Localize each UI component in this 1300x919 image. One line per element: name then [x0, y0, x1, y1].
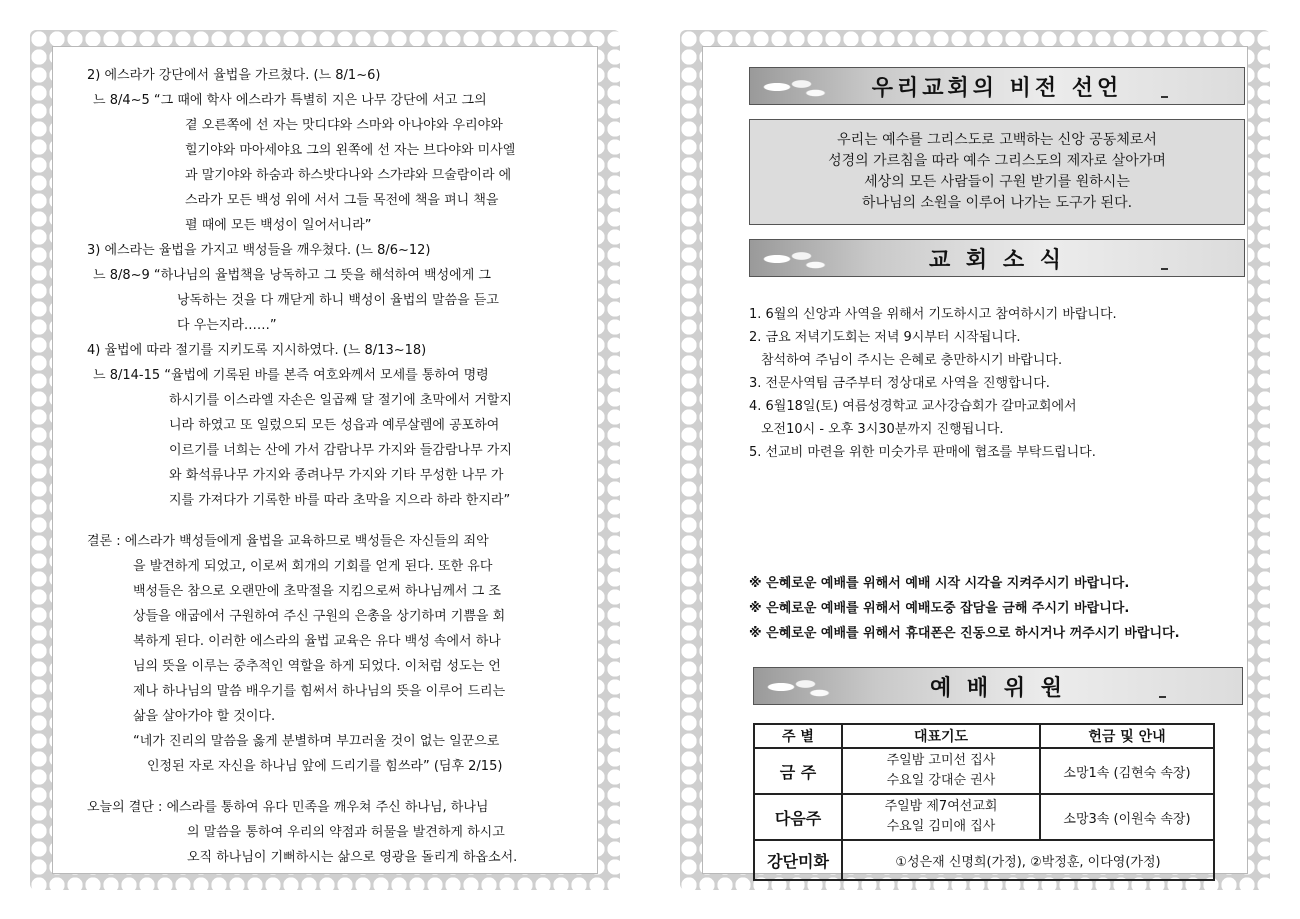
notice-item: ※ 은혜로운 예배를 위해서 예배도중 잡담을 금해 주시기 바랍니다.: [749, 601, 1130, 616]
resolution-line: 오늘의 결단 : 에스라를 통하여 유다 민족을 깨우쳐 주신 하나님, 하나님: [87, 800, 489, 815]
news-item: 오전10시 - 오후 3시30분까지 진행됩니다.: [761, 422, 1004, 437]
prayer-line: 수요일 김미애 집사: [886, 819, 996, 834]
vision-banner: [749, 67, 1245, 105]
scripture-line: 와 화석류나무 가지와 종려나무 가지와 기타 무성한 나무 가: [169, 468, 504, 483]
conclusion-line: 백성들은 참으로 오랜만에 초막절을 지킴으로써 하나님께서 그 조: [133, 584, 501, 599]
table-row: [754, 840, 1214, 880]
news-item: 참석하여 주님이 주시는 은혜로 충만하시기 바랍니다.: [761, 353, 1063, 368]
scripture-line: 낭독하는 것을 다 깨닫게 하니 백성이 율법의 말씀을 듣고: [177, 293, 499, 308]
point-2-heading: 2) 에스라가 강단에서 율법을 가르쳤다. (느 8/1~6): [87, 68, 381, 83]
notice-item: ※ 은혜로운 예배를 위해서 휴대폰은 진동으로 하시거나 꺼주시기 바랍니다.: [749, 626, 1180, 641]
left-page-content: [52, 46, 598, 874]
header-offering: 헌금 및 안내: [1040, 724, 1214, 748]
prayer-line: 주일밤 제7여선교회: [884, 799, 998, 814]
conclusion-line: 복하게 된다. 이러한 에스라의 율법 교육은 유다 백성 속에서 하나: [133, 634, 501, 649]
prayer-line: 주일밤 고미선 집사: [886, 753, 996, 768]
left-page: [30, 30, 620, 890]
news-item: 3. 전문사역팀 금주부터 정상대로 사역을 진행합니다.: [749, 376, 1050, 391]
table-row: [754, 748, 1214, 794]
memory-verse-line: 인정된 자로 자신을 하나님 앞에 드리기를 힘쓰라” (딤후 2/15): [147, 759, 503, 774]
week-cell: 금 주: [754, 748, 842, 794]
offering-cell: 소망1속 (김현숙 속장): [1040, 748, 1214, 794]
duty-banner: [753, 667, 1243, 705]
vision-line: 세상의 모든 사람들이 구원 받기를 원하시는: [864, 174, 1130, 190]
conclusion-line: 결론 : 에스라가 백성들에게 율법을 교육하므로 백성들은 자신들의 죄악: [87, 534, 489, 549]
news-item: 5. 선교비 마련을 위한 미숫가루 판매에 협조를 부탁드립니다.: [749, 445, 1096, 460]
resolution-line: 오직 하나님이 기뻐하시는 삶으로 영광을 돌리게 하옵소서.: [187, 850, 518, 865]
conclusion-line: 제나 하나님의 말씀 배우기를 힘써서 하나님의 뜻을 이루어 드리는: [133, 684, 506, 699]
flower-decoration-icon: [756, 72, 826, 102]
scripture-line: 느 8/8~9 “하나님의 율법책을 낭독하고 그 뜻을 해석하여 백성에게 그: [93, 268, 491, 283]
vision-line: 하나님의 소원을 이루어 나가는 도구가 된다.: [861, 195, 1133, 211]
news-item: 1. 6월의 신앙과 사역을 위해서 기도하시고 참여하시기 바랍니다.: [749, 307, 1117, 322]
prayer-cell: [842, 748, 1040, 794]
vision-title: 우리교회의 비전 선언: [871, 75, 1123, 101]
point-3-heading: 3) 에스라는 율법을 가지고 백성들을 깨우쳤다. (느 8/6~12): [87, 243, 431, 258]
week-cell: 다음주: [754, 794, 842, 840]
news-item: 2. 금요 저녁기도회는 저녁 9시부터 시작됩니다.: [749, 330, 1021, 345]
conclusion-line: 삶을 살아가야 할 것이다.: [133, 709, 276, 724]
offering-cell: 소망3속 (이원숙 속장): [1040, 794, 1214, 840]
header-week: 주 별: [754, 724, 842, 748]
prayer-cell: [842, 794, 1040, 840]
scripture-line: 힐기야와 마아세야요 그의 왼쪽에 선 자는 브다야와 미사엘: [185, 143, 516, 158]
conclusion-line: 님의 뜻을 이루는 중추적인 역할을 하게 되었다. 이처럼 성도는 언: [133, 659, 501, 674]
news-list: [749, 303, 1245, 464]
scripture-line: 느 8/14-15 “율법에 기록된 바를 본즉 여호와께서 모세를 통하여 명령: [93, 368, 489, 383]
scripture-line: 이르기를 너희는 산에 가서 감람나무 가지와 들감람나무 가지: [169, 443, 512, 458]
prayer-line: 수요일 강대순 권사: [886, 773, 996, 788]
scripture-line: 다 우는지라……”: [177, 318, 277, 333]
news-banner: [749, 239, 1245, 277]
right-page: [680, 30, 1270, 890]
scripture-line: 느 8/4~5 “그 때에 학사 에스라가 특별히 지은 나무 강단에 서고 그의: [93, 93, 487, 108]
table-row: [754, 794, 1214, 840]
notice-item: ※ 은혜로운 예배를 위해서 예배 시작 시각을 지켜주시기 바랍니다.: [749, 576, 1130, 591]
right-page-content: [702, 46, 1248, 874]
scripture-line: 펼 때에 모든 백성이 일어서니라”: [185, 218, 372, 233]
conclusion-line: 을 발견하게 되었고, 이로써 회개의 기회를 얻게 된다. 또한 유다: [133, 559, 493, 574]
flower-label-cell: 강단미화: [754, 840, 842, 880]
flower-decoration-icon: [760, 672, 830, 702]
scripture-line: 니라 하였고 또 일렀으되 모든 성읍과 예루살렘에 공포하여: [169, 418, 500, 433]
scripture-line: 스라가 모든 백성 위에 서서 그들 목전에 책을 펴니 책을: [185, 193, 499, 208]
duty-title: 예 배 위 원: [930, 675, 1066, 701]
scripture-line: 곁 오른쪽에 선 자는 맛디댜와 스마와 아나야와 우리야와: [185, 118, 503, 133]
vision-box: [749, 119, 1245, 225]
news-item: 4. 6월18일(토) 여름성경학교 교사강습회가 갈마교회에서: [749, 399, 1077, 414]
memory-verse-line: “네가 진리의 말씀을 옳게 분별하며 부끄러울 것이 없는 일꾼으로: [133, 734, 500, 749]
scripture-line: 하시기를 이스라엘 자손은 일곱째 달 절기에 초막에서 거할지: [169, 393, 512, 408]
table-header-row: [754, 724, 1214, 748]
vision-line: 우리는 예수를 그리스도로 고백하는 신앙 공동체로서: [837, 132, 1157, 148]
scripture-line: 지를 가져다가 기록한 바를 따라 초막을 지으라 하라 한지라”: [169, 493, 511, 508]
scripture-line: 과 말기야와 하숨과 하스밧다나와 스가랴와 므술람이라 에: [185, 168, 512, 183]
flower-value-cell: ①성은재 신명희(가정), ②박정훈, 이다영(가정): [842, 840, 1214, 880]
worship-notices: [749, 571, 1249, 646]
resolution-line: 의 말씀을 통하여 우리의 약점과 허물을 발견하게 하시고: [187, 825, 505, 840]
news-title: 교 회 소 식: [929, 247, 1065, 273]
vision-line: 성경의 가르침을 따라 예수 그리스도의 제자로 살아가며: [828, 153, 1166, 169]
worship-duty-table: [753, 723, 1215, 881]
sermon-text: [87, 63, 613, 870]
conclusion-line: 상들을 애굽에서 구원하여 주신 구원의 은총을 상기하며 기쁨을 회: [133, 609, 506, 624]
header-prayer: 대표기도: [842, 724, 1040, 748]
flower-decoration-icon: [756, 244, 826, 274]
point-4-heading: 4) 율법에 따라 절기를 지키도록 지시하였다. (느 8/13~18): [87, 343, 427, 358]
